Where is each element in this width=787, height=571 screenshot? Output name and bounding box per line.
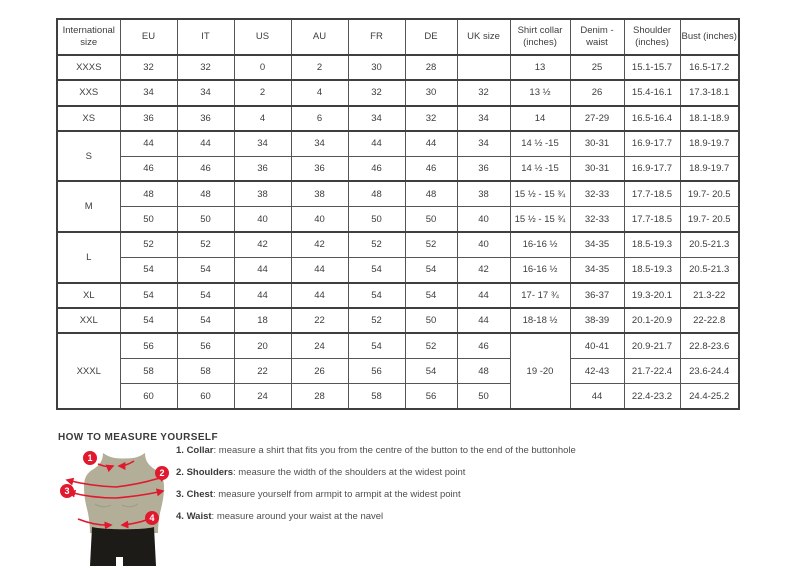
table-cell: 50 (120, 207, 177, 232)
table-cell: 36 (457, 156, 510, 181)
column-header: FR (348, 19, 405, 55)
table-cell: 18.5-19.3 (624, 232, 680, 257)
table-cell: 22.4-23.2 (624, 384, 680, 409)
table-cell: 32-33 (570, 181, 624, 206)
table-cell: 52 (177, 232, 234, 257)
table-cell: 27-29 (570, 106, 624, 131)
table-cell: 15 ½ - 15 ¾ (510, 181, 570, 206)
size-label-cell: XS (57, 106, 120, 131)
table-cell: 17.7-18.5 (624, 207, 680, 232)
table-cell: 46 (120, 156, 177, 181)
table-cell: 38 (457, 181, 510, 206)
size-label-cell: XXXL (57, 333, 120, 409)
table-row (57, 156, 739, 181)
table-cell: 16.5-17.2 (680, 55, 739, 80)
table-cell: 58 (348, 384, 405, 409)
table-cell: 36 (291, 156, 348, 181)
size-label-cell: XXXS (57, 55, 120, 80)
table-cell: 17.7-18.5 (624, 181, 680, 206)
table-cell: 15.1-15.7 (624, 55, 680, 80)
svg-text:4: 4 (149, 513, 155, 524)
table-cell: 44 (348, 131, 405, 156)
table-cell: 36 (234, 156, 291, 181)
table-cell: 26 (291, 359, 348, 384)
table-cell: 20.5-21.3 (680, 232, 739, 257)
mannequin-figure (58, 447, 176, 566)
table-cell: 44 (291, 283, 348, 308)
table-cell: 42 (234, 232, 291, 257)
table-cell: 60 (177, 384, 234, 409)
table-cell: 54 (177, 257, 234, 282)
measure-item: 2. Shoulders: measure the width of the shoulders at the widest point (176, 466, 466, 478)
table-cell: 14 ½ -15 (510, 156, 570, 181)
table-cell: 44 (405, 131, 457, 156)
column-header: International size (57, 19, 120, 55)
column-header: UK size (457, 19, 510, 55)
table-cell: 54 (405, 257, 457, 282)
size-label-cell: XXS (57, 80, 120, 105)
table-cell: 24.4-25.2 (680, 384, 739, 409)
table-cell: 13 ½ (510, 80, 570, 105)
table-cell: 34 (457, 131, 510, 156)
size-label-cell: L (57, 232, 120, 283)
column-header: Shoulder (inches) (624, 19, 680, 55)
table-cell: 28 (405, 55, 457, 80)
table-cell: 32 (457, 80, 510, 105)
table-cell: 52 (120, 232, 177, 257)
table-cell: 23.6-24.4 (680, 359, 739, 384)
table-row (57, 333, 739, 358)
table-cell: 22-22.8 (680, 308, 739, 333)
marker-chest (60, 484, 74, 498)
table-cell (457, 55, 510, 80)
size-label-cell: XL (57, 283, 120, 308)
table-cell: 34 (291, 131, 348, 156)
table-cell: 19.7- 20.5 (680, 181, 739, 206)
table-cell: 16.5-16.4 (624, 106, 680, 131)
measure-list (176, 445, 736, 533)
table-cell: 38-39 (570, 308, 624, 333)
table-cell: 36 (120, 106, 177, 131)
column-header: EU (120, 19, 177, 55)
column-header: US (234, 19, 291, 55)
table-cell: 18.5-19.3 (624, 257, 680, 282)
table-cell: 16-16 ½ (510, 257, 570, 282)
size-label-cell: S (57, 131, 120, 182)
table-row (57, 283, 739, 308)
table-cell: 14 (510, 106, 570, 131)
table-cell: 42 (457, 257, 510, 282)
table-cell: 20.5-21.3 (680, 257, 739, 282)
table-cell: 32 (348, 80, 405, 105)
table-cell: 20.9-21.7 (624, 333, 680, 358)
table-cell: 2 (291, 55, 348, 80)
table-cell: 46 (457, 333, 510, 358)
table-cell: 22 (291, 308, 348, 333)
size-table-section (56, 18, 740, 410)
table-cell: 18-18 ½ (510, 308, 570, 333)
table-row (57, 55, 739, 80)
size-label-cell: M (57, 181, 120, 232)
table-cell: 30-31 (570, 156, 624, 181)
table-cell: 44 (234, 283, 291, 308)
table-cell: 46 (405, 156, 457, 181)
table-cell: 17- 17 ¾ (510, 283, 570, 308)
table-cell: 54 (120, 257, 177, 282)
table-cell: 40 (457, 207, 510, 232)
table-cell: 21.7-22.4 (624, 359, 680, 384)
table-row (57, 106, 739, 131)
measure-item: 4. Waist: measure around your waist at the navel (176, 510, 384, 522)
measure-section-title: HOW TO MEASURE YOURSELF (58, 432, 218, 443)
marker-shoulders (155, 466, 169, 480)
table-cell: 2 (234, 80, 291, 105)
table-row (57, 181, 739, 206)
table-cell: 16-16 ½ (510, 232, 570, 257)
table-cell: 36 (177, 106, 234, 131)
table-cell: 34 (457, 106, 510, 131)
table-cell: 54 (120, 308, 177, 333)
table-row (57, 308, 739, 333)
table-cell: 17.3-18.1 (680, 80, 739, 105)
table-cell: 44 (570, 384, 624, 409)
column-header: Bust (inches) (680, 19, 739, 55)
table-cell: 50 (457, 384, 510, 409)
table-cell: 48 (457, 359, 510, 384)
table-cell: 34 (120, 80, 177, 105)
table-cell: 44 (177, 131, 234, 156)
table-cell: 0 (234, 55, 291, 80)
table-cell: 38 (234, 181, 291, 206)
table-cell: 44 (457, 283, 510, 308)
table-cell: 54 (405, 283, 457, 308)
table-cell: 44 (120, 131, 177, 156)
table-cell: 36-37 (570, 283, 624, 308)
table-cell: 54 (120, 283, 177, 308)
table-cell: 52 (348, 232, 405, 257)
table-cell: 44 (234, 257, 291, 282)
table-cell: 32 (177, 55, 234, 80)
column-header: Denim - waist (570, 19, 624, 55)
table-cell: 30 (348, 55, 405, 80)
table-cell: 32 (405, 106, 457, 131)
table-cell: 40-41 (570, 333, 624, 358)
table-cell: 18.1-18.9 (680, 106, 739, 131)
table-cell: 44 (291, 257, 348, 282)
table-cell: 50 (348, 207, 405, 232)
table-cell: 32 (120, 55, 177, 80)
table-cell: 50 (177, 207, 234, 232)
table-cell: 48 (405, 181, 457, 206)
column-header: Shirt collar (inches) (510, 19, 570, 55)
table-cell: 22.8-23.6 (680, 333, 739, 358)
measure-item: 3. Chest: measure yourself from armpit to armpit at the widest point (176, 488, 461, 500)
table-cell: 25 (570, 55, 624, 80)
header-row (57, 19, 739, 55)
table-cell: 28 (291, 384, 348, 409)
table-row (57, 257, 739, 282)
table-cell: 32-33 (570, 207, 624, 232)
marker-collar (83, 451, 97, 465)
table-cell: 13 (510, 55, 570, 80)
table-cell: 30 (405, 80, 457, 105)
svg-text:2: 2 (159, 468, 165, 479)
table-cell: 20.1-20.9 (624, 308, 680, 333)
table-row (57, 384, 739, 409)
table-row (57, 131, 739, 156)
table-cell: 38 (291, 181, 348, 206)
table-cell: 54 (348, 257, 405, 282)
column-header: IT (177, 19, 234, 55)
table-cell: 42-43 (570, 359, 624, 384)
table-cell: 16.9-17.7 (624, 131, 680, 156)
table-cell: 18.9-19.7 (680, 156, 739, 181)
table-cell: 46 (348, 156, 405, 181)
column-header: DE (405, 19, 457, 55)
table-cell: 48 (177, 181, 234, 206)
table-cell: 4 (234, 106, 291, 131)
table-cell: 34-35 (570, 232, 624, 257)
size-label-cell: XXL (57, 308, 120, 333)
table-cell: 40 (457, 232, 510, 257)
table-cell: 54 (405, 359, 457, 384)
table-row (57, 232, 739, 257)
table-cell: 34-35 (570, 257, 624, 282)
table-cell: 56 (405, 384, 457, 409)
table-cell: 18.9-19.7 (680, 131, 739, 156)
table-cell: 50 (405, 308, 457, 333)
table-cell: 58 (120, 359, 177, 384)
table-cell: 15.4-16.1 (624, 80, 680, 105)
table-row (57, 80, 739, 105)
table-cell: 50 (405, 207, 457, 232)
table-cell: 34 (348, 106, 405, 131)
table-cell: 54 (348, 333, 405, 358)
table-cell: 54 (348, 283, 405, 308)
table-cell: 34 (234, 131, 291, 156)
table-cell: 56 (120, 333, 177, 358)
table-cell: 4 (291, 80, 348, 105)
table-cell: 19.3-20.1 (624, 283, 680, 308)
table-cell: 52 (348, 308, 405, 333)
table-cell: 56 (348, 359, 405, 384)
table-cell: 58 (177, 359, 234, 384)
column-header: AU (291, 19, 348, 55)
table-row (57, 207, 739, 232)
table-cell: 6 (291, 106, 348, 131)
table-cell: 19 -20 (510, 333, 570, 409)
table-cell: 18 (234, 308, 291, 333)
table-cell: 24 (234, 384, 291, 409)
table-cell: 56 (177, 333, 234, 358)
table-cell: 14 ½ -15 (510, 131, 570, 156)
table-cell: 48 (120, 181, 177, 206)
table-cell: 15 ½ - 15 ¾ (510, 207, 570, 232)
table-cell: 60 (120, 384, 177, 409)
marker-waist (145, 511, 159, 525)
table-cell: 46 (177, 156, 234, 181)
size-table (56, 18, 740, 410)
table-cell: 24 (291, 333, 348, 358)
svg-text:1: 1 (87, 453, 93, 464)
table-cell: 16.9-17.7 (624, 156, 680, 181)
table-cell: 34 (177, 80, 234, 105)
table-body (57, 55, 739, 409)
table-row (57, 359, 739, 384)
table-cell: 54 (177, 308, 234, 333)
table-cell: 26 (570, 80, 624, 105)
table-cell: 40 (291, 207, 348, 232)
svg-text:3: 3 (64, 486, 70, 497)
table-cell: 52 (405, 232, 457, 257)
measure-item: 1. Collar: measure a shirt that fits you from the centre of the button to the end of the buttonhole (176, 445, 576, 456)
table-cell: 54 (177, 283, 234, 308)
table-cell: 19.7- 20.5 (680, 207, 739, 232)
table-cell: 30-31 (570, 131, 624, 156)
table-cell: 22 (234, 359, 291, 384)
table-cell: 52 (405, 333, 457, 358)
table-cell: 44 (457, 308, 510, 333)
table-cell: 21.3-22 (680, 283, 739, 308)
shorts-shape (90, 527, 156, 566)
table-cell: 48 (348, 181, 405, 206)
table-cell: 20 (234, 333, 291, 358)
table-cell: 40 (234, 207, 291, 232)
table-cell: 42 (291, 232, 348, 257)
